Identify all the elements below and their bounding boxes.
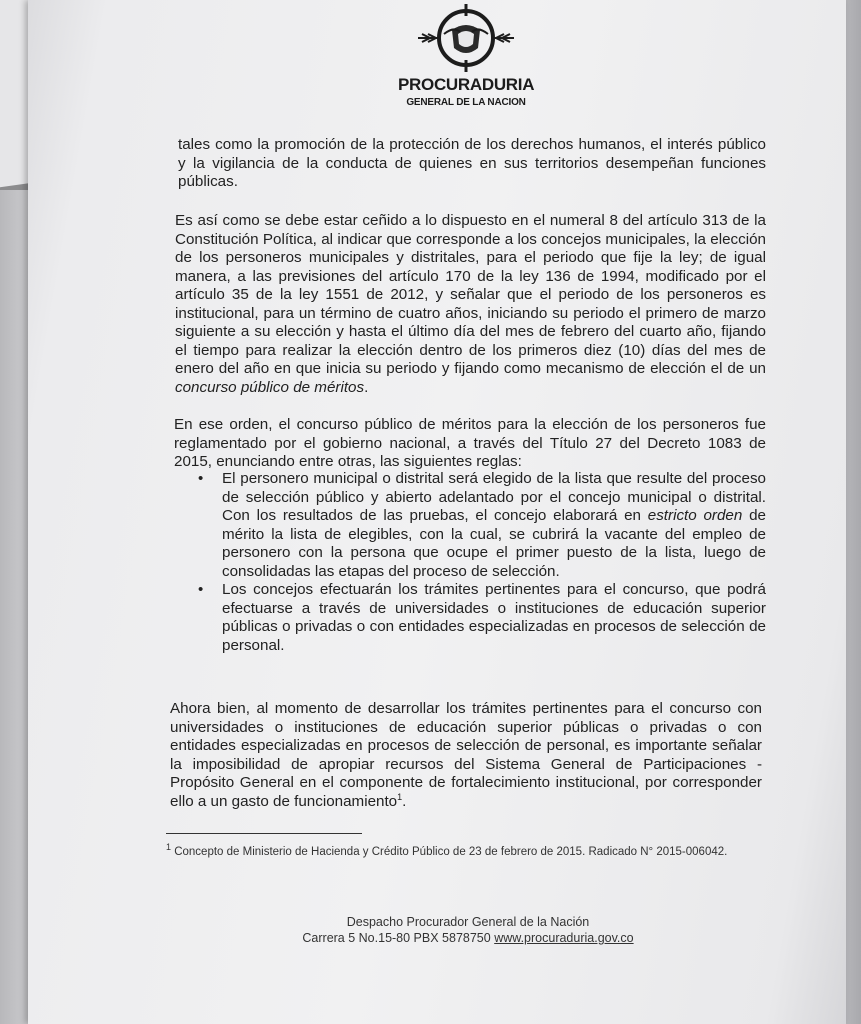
footnote-mark: 1 (166, 842, 172, 853)
paragraph-2-italic: concurso público de méritos (175, 378, 365, 396)
document-page (28, 0, 846, 1024)
paragraph-2-end: . (364, 378, 369, 396)
website-link[interactable]: www.procuraduria.gov.co (494, 931, 634, 945)
paragraph-4-text: Ahora bien, al momento de desarrollar los trámites pertinentes para el concurso con universidades o instituciones de educación superior públicas o privadas o con entidades especializadas en procesos de selección de personal, es importante señalar la imposibilidad de apropiar recursos del Sistema General de Participaciones - Propósito General en el componente de fortalecimiento institucional, por corresponder ello a un gasto de funcionamiento (170, 700, 762, 810)
paragraph-3: En ese orden, el concurso público de méritos para la elección de los personeros fue reglamentado por el gobierno nacional, a través del Título 27 del Decreto 1083 de 2015, enunciando entre otras, las siguientes reglas: (174, 416, 766, 470)
footnote-text: Concepto de Ministerio de Hacienda y Crédito Público de 23 de febrero de 2015. Radicado N° 2015-006042. (171, 846, 728, 858)
footer-address (268, 930, 668, 946)
org-name: PROCURADURIA (398, 75, 535, 94)
list-item-italic: estricto orden (647, 507, 743, 524)
footnote-reference[interactable]: 1 (397, 791, 403, 802)
list-item-text-end: de mérito la lista de elegibles, con la cual, se cubrirá la vacante del empleo de personero con la persona que ocupe el primer puesto de la lista, luego de consolidadas las etapas del proceso de selección. (222, 507, 766, 580)
footer-address-text: Carrera 5 No.15-80 PBX 5878750 (302, 931, 495, 945)
list-item (196, 470, 766, 581)
paragraph-4 (170, 700, 762, 811)
footnote-divider (166, 833, 362, 834)
coat-of-arms-logo (418, 4, 514, 84)
paragraph-2 (175, 212, 766, 397)
paragraph-4-end: . (402, 792, 407, 810)
footnote (166, 842, 766, 860)
list-item-text: El personero municipal o distrital será elegido de la lista que resulte del proceso de selección público y abierto adelantado por el concejo municipal o distrital. Con los resultados de las pruebas, el concejo elaborará en (222, 470, 766, 524)
list-item: • Los concejos efectuarán los trámites pertinentes para el concurso, que podrá efectuarse a través de universidades o instituciones de educación superior públicas o privadas o con entidades especializadas en procesos de selección de personal. (196, 581, 766, 655)
org-subtitle: GENERAL DE LA NACION (406, 97, 526, 108)
rules-list (196, 470, 766, 655)
footer-office: Despacho Procurador General de la Nación (346, 915, 590, 929)
paragraph-1: tales como la promoción de la protección de los derechos humanos, el interés público y la vigilancia de la conducta de quienes en sus territorios desempeñan funciones públicas. (178, 136, 766, 190)
paragraph-2-text: Es así como se debe estar ceñido a lo dispuesto en el numeral 8 del artículo 313 de la Constitución Política, al indicar que corresponde a los concejos municipales, la elección de los personeros municipales y distritales, para el periodo que fije la ley; de igual manera, a las previsiones del artículo 170 de la ley 136 de 1994, modificado por el artículo 35 de la ley 1551 de 2012, y señalar que el periodo de los personeros es institucional, para un término de cuatro años, iniciando su periodo el primero de marzo siguiente a su elección y hasta el último día del mes de febrero del cuarto año, fijando el tiempo para realizar la elección dentro de los primeros diez (10) días del mes de enero del año en que inicia su periodo y fijando como mecanismo de elección el de un (175, 212, 766, 377)
